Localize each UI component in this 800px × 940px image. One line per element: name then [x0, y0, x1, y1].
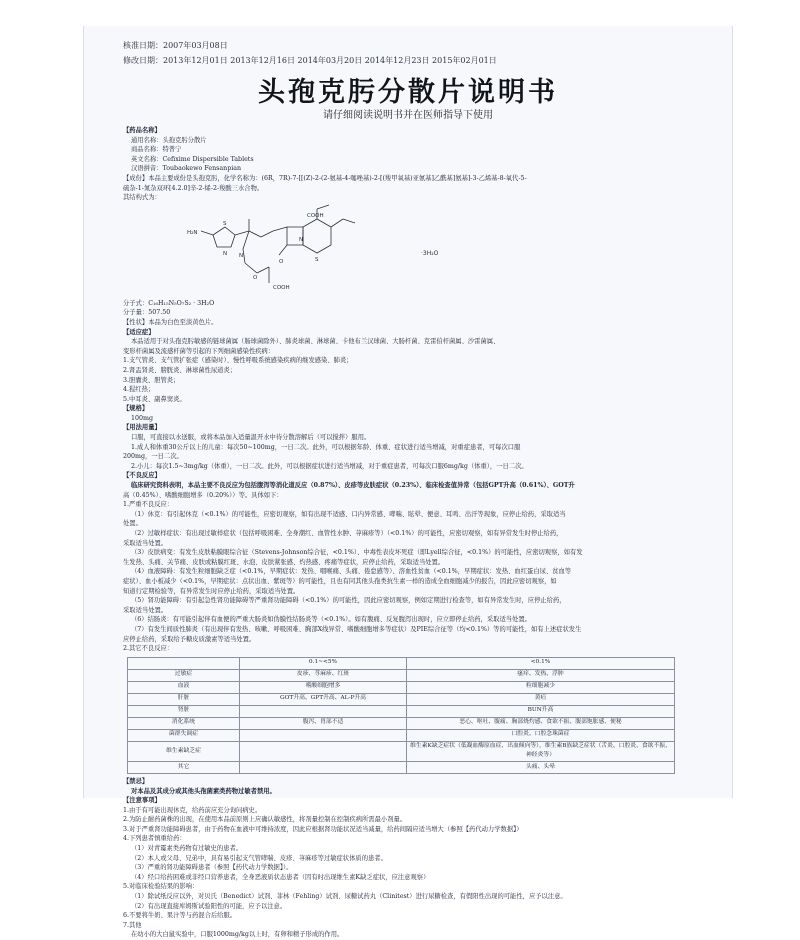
precaution-line: （1）除试纸反应以外，对贝氏（Benedict）试剂、菲林（Fehling）试剂、尿糖试药丸（Clinitest）进行尿糖检查，有假阳性出现的可能性，应予以注意。: [131, 893, 567, 901]
precaution-line: （1）对青霉素类药物有过敏史的患者。: [131, 845, 243, 853]
table-cell: 菌群失调症: [128, 729, 240, 741]
svg-text:N: N: [239, 252, 244, 259]
precaution-line: （2）本人或父母、兄弟中，具有易引起支气管哮喘、皮疹、荨麻疹等过敏症状体质的患者。: [131, 854, 387, 862]
indication-item: 1.支气管炎、支气管扩张症（感染时）、慢性呼吸系统感染疾病的继发感染、肺炎；: [123, 357, 353, 365]
dosage-line: 2.小儿：每次1.5~3mg/kg（体重），一日二次。此外，可以根据症状进行适当增减，对于重症患者，可每次口服6mg/kg（体重），一日二次。: [131, 462, 528, 470]
svg-text:H₂N: H₂N: [187, 229, 198, 236]
indication-item: 5.中耳炎、副鼻窦炎。: [123, 395, 186, 403]
table-cell: [240, 729, 407, 741]
svg-text:COOH: COOH: [273, 284, 290, 291]
precaution-line: 3.对于严重肾功能障碍患者，由于药物在血液中可维持浓度，因此应根据肾功能状况适当减量，给药间隔应适当增大（参照【药代动力学数据】）: [123, 825, 523, 833]
svg-text:O: O: [253, 274, 258, 281]
approval-date: 核准日期：2007年03月08日: [123, 41, 228, 50]
table-cell: 过敏症: [128, 669, 240, 681]
svg-text:N: N: [299, 236, 304, 243]
svg-text:S: S: [315, 256, 319, 263]
molecule-structure-image: [183, 205, 503, 297]
table-header-cell: <0.1%: [407, 657, 675, 669]
adverse-line: 1.严重不良反应：: [123, 501, 174, 509]
trade-name: 商品名称：特普宁: [131, 146, 182, 154]
molecular-formula: 分子式：C₁₆H₁₅N₅O₇S₂ · 3H₂O: [123, 299, 215, 307]
section-dosage: 【用法用量】: [123, 424, 161, 432]
precaution-line: 7.其他: [123, 921, 142, 929]
adverse-line: （4）血液障碍：有发生粒细胞缺乏症（<0.1%，早期症状：发热、咽喉痛、头痛、倦怠感等）、溶血性贫血（<0.1%，早期症状：发热、血红蛋白尿、贫血等: [131, 568, 572, 576]
document-title: 头孢克肟分散片说明书: [258, 77, 558, 108]
section-contraindications: 【禁忌】: [123, 777, 149, 785]
adverse-line: 2.其它不良反应：: [123, 645, 174, 653]
leaflet-body: [123, 126, 699, 940]
section-indications: 【适应症】: [123, 328, 155, 336]
adverse-line: （7）有发生间质性肺炎（有出现伴有发热、咳嗽、呼吸困难、胸部X线异常、嗜酸细胞增多等症状）及PIE综合征等（均<0.1%）等的可能性，如有上述症状发生: [131, 625, 582, 633]
table-cell: 腹泻、胃部不适: [240, 717, 407, 729]
table-row: [128, 705, 675, 717]
table-cell: 血液: [128, 681, 240, 693]
precaution-line: 1.由于有可能出现休克，给药前应充分询问病史。: [123, 806, 262, 814]
adverse-line: 生发热、头痛、关节痛、皮肤或粘膜红斑、水泡、皮肤紧张感、灼热感、疼痛等症状，应停止给药，采取适当处置。: [123, 558, 445, 566]
table-row: [128, 669, 675, 681]
section-precautions: 【注意事项】: [123, 797, 161, 805]
indication-item: 2.肾盂肾炎、膀胱炎、淋球菌性尿道炎；: [123, 366, 237, 374]
table-header-cell: 0.1~<5%: [240, 657, 407, 669]
table-cell: 维生素缺乏症: [128, 741, 240, 761]
precaution-line: （2）有出现直接库姆斯试验阳性的可能，应予以注意。: [131, 902, 287, 910]
adverse-line: （5）肾功能障碍：有引起急性肾功能障碍等严重肾功能障碍（<0.1%）的可能性，因此应密切观察，例如定期进行检查等，如有异常发生时，应停止给药，: [131, 597, 566, 605]
table-cell: 肝脏: [128, 693, 240, 705]
adverse-line: （6）结肠炎：有可能引起伴有血便的严重大肠炎如伪膜性结肠炎等（<0.1%）。如有腹痛、反复腹泻出现时，应立即停止给药，采取适当处置。: [131, 616, 531, 624]
pinyin-name: 汉语拼音：Toubaokewo Fensanpian: [131, 165, 242, 173]
structural-formula: [123, 205, 699, 297]
table-row: [128, 681, 675, 693]
indications-intro-2: 变形杆菌属及流感杆菌等引起的下列细菌感染性疾病：: [123, 347, 275, 355]
composition-line-2: 硫杂-1-氮杂双环[4.2.0]辛-2-烯-2-羧酸三水合物。: [123, 184, 264, 192]
table-cell: 其它: [128, 761, 240, 773]
document-subtitle: 请仔细阅读说明书并在医师指导下使用: [323, 110, 493, 121]
structure-label: 其结构式为：: [123, 194, 161, 202]
hydrate-label: ·3H₂O: [421, 249, 439, 257]
precaution-line: （4）经口给药困难或非经口营养患者，全身恶液质状态患者（因有时出现维生素K缺乏症状，应注意观察）: [131, 873, 430, 881]
description: 【性状】本品为白色至淡黄色片。: [123, 318, 218, 326]
table-cell: 头痛、头晕: [407, 761, 675, 773]
adverse-line: 采取适当处置。: [123, 606, 168, 614]
table-header-row: [128, 657, 675, 669]
precaution-line: 在幼小的大白鼠实验中，口服1000mg/kg以上时，有卵和精子形成的作用。: [131, 931, 344, 939]
dosage-line: 口服，可直接以水送服，或将本品加入适量温开水中待分散溶解后（可以搅拌）服用。: [131, 434, 371, 442]
table-row: [128, 761, 675, 773]
table-cell: 粒细胞减少: [407, 681, 675, 693]
table-cell: 黄疸: [407, 693, 675, 705]
modification-dates: 修改日期：2013年12月01日 2013年12月16日 2014年03月20日 2014年12月23日 2015年02月01日: [123, 56, 497, 65]
english-name: 英文名称：Cefixime Dispersible Tablets: [131, 155, 254, 163]
adverse-line: 采取适当处置。: [123, 539, 168, 547]
table-cell: BUN升高: [407, 705, 675, 717]
precaution-line: 6.不要将牛奶、果汁等与药混合后给服。: [123, 912, 237, 920]
adverse-line: 处置。: [123, 520, 142, 528]
table-row: [128, 693, 675, 705]
adverse-line: 应停止给药，采取给予糖皮质激素等适当处置。: [123, 635, 256, 643]
table-header-cell: [128, 657, 240, 669]
adverse-reactions-table: [127, 657, 675, 774]
composition-line-1: 【成份】本品主要成份是头孢克肟，化学名称为：(6R，7R)-7-[[(Z)-2-(2-氨基-4-噻唑基)-2-[(羧甲氧基)亚氨基]乙酰基]氨基]-3-乙烯基-8-氧代-5-: [123, 174, 527, 182]
section-spec: 【规格】: [123, 405, 149, 413]
table-cell: GOT升高、GPT升高、AL-P升高: [240, 693, 407, 705]
table-cell: 瘙痒、发热、浮肿: [407, 669, 675, 681]
table-cell: [240, 761, 407, 773]
table-cell: 消化系统: [128, 717, 240, 729]
precaution-line: 2.为防止耐药菌株的出现，在使用本品前原则上应确认敏感性，将剂量控制在控制疾病所需最小剂量。: [123, 816, 407, 824]
adverse-line: 高（0.45%）、嗜酸细胞增多（0.20%））等。具体如下：: [123, 491, 283, 499]
table-cell: 嗜酸细胞增多: [240, 681, 407, 693]
generic-name: 通用名称：头孢克肟分散片: [131, 136, 207, 144]
precaution-line: 5.对临床检验结果的影响：: [123, 883, 199, 891]
indication-item: 4.猩红热；: [123, 386, 155, 394]
section-drug-name: 【药品名称】: [123, 127, 161, 134]
spec-value: 100mg: [131, 414, 154, 422]
leaflet-sheet: [83, 26, 733, 939]
indications-intro-1: 本品适用于对头孢克肟敏感的链球菌属（肠球菌除外）、肺炎球菌、淋球菌、卡他布兰汉球菌、大肠杆菌、克雷伯杆菌属、沙雷菌属、: [131, 338, 500, 346]
adverse-line: 知道行定期检验等，有异常发生时应停止给药，采取适当处置。: [123, 587, 300, 595]
adverse-line: （3）皮肤病变：有发生皮肤粘膜眼综合征（Stevens-Johnson综合征，<0.1%）、中毒性表皮坏死症（即Lyell综合征，<0.1%）的可能性，应密切观察，如有发: [131, 549, 583, 557]
table-cell: 皮疹、荨麻疹、红斑: [240, 669, 407, 681]
adverse-line: （1）休克：有引起休克（<0.1%）的可能性，应密切观察，如有出现不适感、口内异常感、哮喘、眩晕、便意、耳鸣、出汗等现象，应停止给药，采取适当: [131, 510, 566, 518]
adverse-line: 临床研究资料表明，本品主要不良反应为包括腹泻等消化道反应（0.87%）、皮疹等皮肤症状（0.23%）、临床检查值异常（包括GPT升高（0.61%）、GOT升: [131, 482, 575, 490]
table-cell: 口腔炎、口腔念珠菌症: [407, 729, 675, 741]
table-row: [128, 741, 675, 761]
precaution-line: （3）严重的肾功能障碍患者（参照【药代动力学数据】）。: [131, 864, 293, 872]
table-cell: 维生素K缺乏症状（低凝血酶原血症、出血倾向等），维生素B族缺乏症状（舌炎、口腔炎、食欲不振、神经炎等）: [407, 741, 675, 761]
svg-text:S: S: [223, 220, 227, 227]
revision-dates: [123, 38, 497, 68]
dosage-line: 200mg，一日二次。: [123, 453, 183, 461]
adverse-line: （2）过敏样症状：有出现过敏样症状（包括呼吸困难、全身潮红、血管性水肿、荨麻疹等）（<0.1%）的可能性，应密切观察，如有异常发生时停止给药，: [131, 530, 563, 537]
table-row: [128, 729, 675, 741]
table-cell: 恶心、呕吐、腹痛、胸部烧灼感、食欲不振、腹部饱胀感、便秘: [407, 717, 675, 729]
table-cell: 肾脏: [128, 705, 240, 717]
dosage-line: 1.成人和体重30公斤以上的儿童：每次50~100mg，一日二次。此外，可以根据年龄、体重、症状进行适当增减，对重症患者，可每次口服: [131, 443, 521, 451]
adverse-line: 症状）、血小板减少（<0.1%，早期症状：点状出血、紫斑等）的可能性，且也有同其他头孢类抗生素一样的造成全血细胞减少的报告，因此应密切观察，如: [123, 577, 557, 585]
table-cell: [240, 705, 407, 717]
svg-text:COOH: COOH: [307, 212, 324, 219]
indication-item: 3.胆囊炎、胆管炎；: [123, 376, 180, 384]
svg-text:N: N: [223, 250, 228, 257]
table-row: [128, 717, 675, 729]
molecular-weight: 分子量：507.50: [123, 309, 171, 317]
precaution-line: 4.下列患者慎重给药：: [123, 835, 186, 843]
table-cell: [240, 741, 407, 761]
contraindication-text: 对本品及其成分或其他头孢菌素类药物过敏者禁用。: [131, 787, 276, 795]
svg-text:O: O: [279, 258, 284, 265]
section-adverse: 【不良反应】: [123, 472, 161, 480]
